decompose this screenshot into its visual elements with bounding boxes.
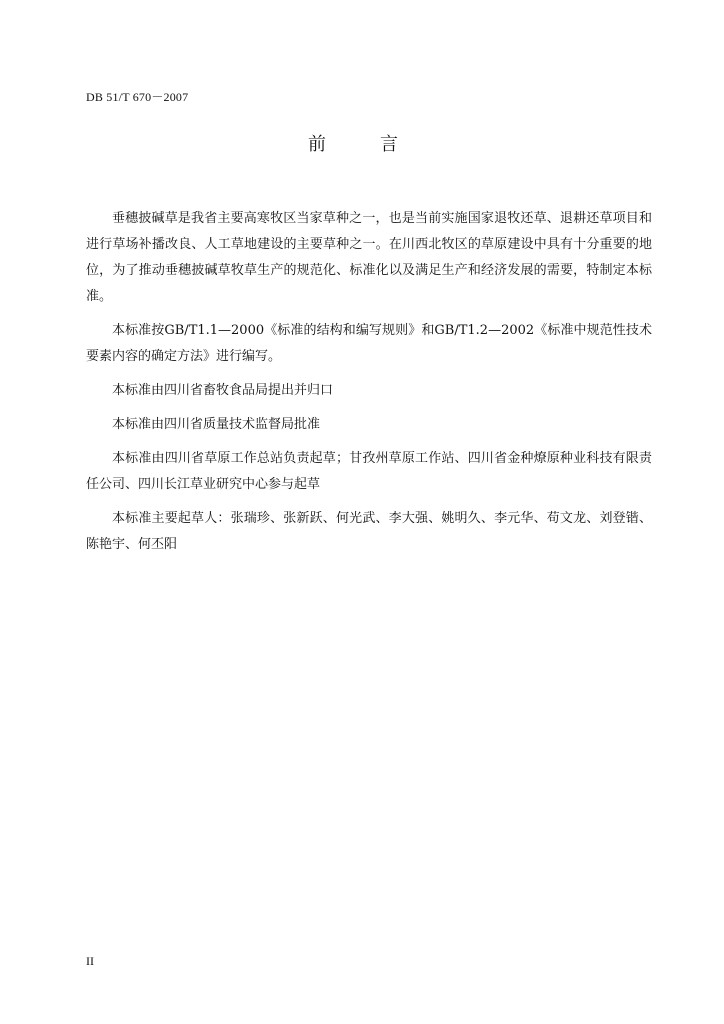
paragraph-proposer: 本标准由四川省畜牧食品局提出并归口 [112, 383, 334, 398]
paragraph-intro: 垂穗披碱草是我省主要高寒牧区当家草种之一，也是当前实施国家退牧还草、退耕还草项目和进行草场补播改良、人工草地建设的主要草种之一。在川西北牧区的草原建设中具有十分重要的地位，为了推动垂穗披碱草牧草生产的规范化、标准化以及满足生产和经济发展的需要，特制定本标准。 [86, 211, 652, 304]
paragraph-drafting-units: 本标准由四川省草原工作总站负责起草；甘孜州草原工作站、四川省金种燎原种业科技有限责任公司、四川长江草业研究中心参与起草 [86, 451, 652, 492]
foreword-body [86, 206, 652, 566]
paragraph-approver: 本标准由四川省质量技术监督局批准 [112, 417, 321, 432]
paragraph-drafters: 本标准主要起草人：张瑞珍、张新跃、何光武、李大强、姚明久、李元华、苟文龙、刘登锴、陈艳宇、何丕阳 [86, 511, 652, 552]
standard-code: DB 51/T 670－2007 [86, 90, 189, 104]
page-title: 前 言 [308, 134, 416, 155]
page-number: II [86, 954, 94, 968]
paragraph-drafting-rules: 本标准按GB/T1.1—2000《标准的结构和编写规则》和GB/T1.2—2002《标准中规范性技术要素内容的确定方法》进行编写。 [86, 323, 652, 364]
